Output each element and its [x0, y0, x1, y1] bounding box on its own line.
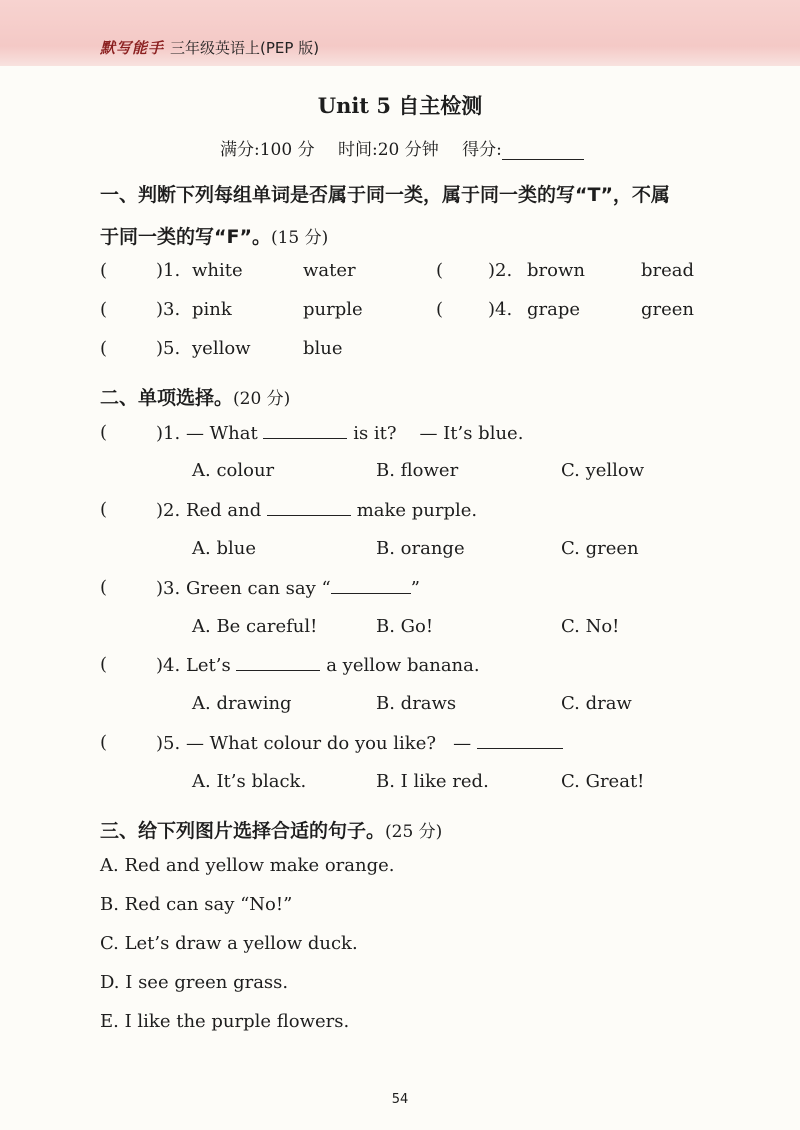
s1-q1-number: )1.: [156, 260, 181, 281]
s1-q2-word2: bread: [641, 260, 695, 281]
s2-q5-option-c[interactable]: C. Great!: [561, 771, 645, 792]
answer-paren[interactable]: (: [100, 577, 108, 598]
answer-paren[interactable]: (: [100, 422, 108, 443]
s2-q5-stem: [156, 732, 563, 754]
s1-q4-word2: green: [641, 299, 695, 320]
s2-q3-option-a[interactable]: A. Be careful!: [192, 616, 318, 637]
answer-paren[interactable]: (: [100, 299, 108, 320]
s2-q2-pre: Red and: [185, 500, 262, 521]
answer-paren[interactable]: (: [100, 654, 108, 675]
s2-q5-number: )5.: [156, 733, 181, 754]
s2-q4-blank[interactable]: [236, 654, 320, 671]
s2-q4-option-c[interactable]: C. draw: [561, 693, 632, 714]
s2-q4-post: a yellow banana.: [326, 655, 480, 676]
s2-q1-number: )1.: [156, 423, 181, 444]
header-band: [0, 0, 800, 66]
s2-q3-option-b[interactable]: B. Go!: [376, 616, 434, 637]
s2-q2-number: )2.: [156, 500, 181, 521]
s1-q2-word1: brown: [527, 260, 585, 281]
answer-paren[interactable]: (: [436, 299, 444, 320]
section1-heading-text: 于同一类的写“F”。: [100, 226, 271, 248]
book-title: 三年级英语上(PEP 版): [170, 39, 320, 57]
s2-q1-blank[interactable]: [263, 422, 347, 439]
section2-heading-text: 二、单项选择。: [100, 387, 234, 409]
s2-q1-option-c[interactable]: C. yellow: [561, 460, 645, 481]
s2-q4-number: )4.: [156, 655, 181, 676]
section3-points: (25 分): [385, 822, 443, 842]
s2-q3-blank[interactable]: [331, 577, 411, 594]
s3-sentence-b: B. Red can say “No!”: [100, 894, 293, 915]
s1-q3-number: )3.: [156, 299, 181, 320]
s1-q4-word1: grape: [527, 299, 581, 320]
full-score: 满分:100 分: [220, 140, 315, 160]
s2-q5-option-b[interactable]: B. I like red.: [376, 771, 489, 792]
section3-heading-text: 三、给下列图片选择合适的句子。: [100, 820, 386, 842]
s2-q2-option-a[interactable]: A. blue: [192, 538, 256, 559]
s1-q3-word1: pink: [192, 299, 232, 320]
s2-q3-post: ”: [410, 578, 420, 599]
s1-q4-number: )4.: [488, 299, 513, 320]
score-blank[interactable]: [502, 141, 584, 160]
s2-q4-option-b[interactable]: B. draws: [376, 693, 457, 714]
answer-paren[interactable]: (: [100, 732, 108, 753]
s3-sentence-e: E. I like the purple flowers.: [100, 1011, 350, 1032]
section2-heading: [100, 383, 290, 410]
s2-q2-post: make purple.: [356, 500, 478, 521]
s2-q2-option-c[interactable]: C. green: [561, 538, 639, 559]
section1-heading-line1: 一、判断下列每组单词是否属于同一类，属于同一类的写“T”，不属: [100, 184, 670, 206]
section1-heading-line2: [100, 222, 328, 249]
section3-heading: [100, 816, 442, 843]
s3-sentence-d: D. I see green grass.: [100, 972, 289, 993]
s2-q4-pre: Let’s: [185, 655, 231, 676]
s2-q5-blank[interactable]: [477, 732, 563, 749]
section1-points: (15 分): [270, 228, 329, 248]
s1-q5-word1: yellow: [192, 338, 251, 359]
s2-q2-blank[interactable]: [267, 499, 351, 516]
section2-points: (20 分): [233, 389, 291, 409]
s1-q1-word2: water: [303, 260, 356, 281]
header-text: [100, 37, 319, 58]
page-number: 54: [391, 1092, 409, 1107]
s2-q5-option-a[interactable]: A. It’s black.: [192, 771, 307, 792]
time-limit: 时间:20 分钟: [338, 140, 439, 160]
s1-q3-word2: purple: [303, 299, 363, 320]
s2-q3-stem: [156, 577, 420, 599]
s1-q2-number: )2.: [488, 260, 513, 281]
s2-q1-option-b[interactable]: B. flower: [376, 460, 459, 481]
s3-sentence-c: C. Let’s draw a yellow duck.: [100, 933, 358, 954]
s2-q1-stem: [156, 422, 523, 444]
s2-q2-option-b[interactable]: B. orange: [376, 538, 465, 559]
s2-q1-post: is it?: [353, 423, 397, 444]
s2-q4-option-a[interactable]: A. drawing: [192, 693, 292, 714]
answer-paren[interactable]: (: [100, 338, 108, 359]
s2-q3-pre: Green can say “: [185, 578, 331, 599]
s1-q5-number: )5.: [156, 338, 181, 359]
exam-meta: [220, 135, 602, 160]
page-title: Unit 5 自主检测: [317, 93, 483, 118]
answer-paren[interactable]: (: [100, 499, 108, 520]
s1-q5-word2: blue: [303, 338, 343, 359]
s2-q1-reply: — It’s blue.: [419, 423, 524, 444]
s2-q2-stem: [156, 499, 477, 521]
s2-q3-option-c[interactable]: C. No!: [561, 616, 620, 637]
s2-q3-number: )3.: [156, 578, 181, 599]
s2-q1-option-a[interactable]: A. colour: [192, 460, 275, 481]
answer-paren[interactable]: (: [100, 260, 108, 281]
s2-q5-pre: — What colour do you like?: [185, 733, 436, 754]
s2-q4-stem: [156, 654, 480, 676]
s2-q1-pre: — What: [185, 423, 258, 444]
answer-paren[interactable]: (: [436, 260, 444, 281]
brand-name: 默写能手: [100, 39, 165, 57]
s1-q1-word1: white: [192, 260, 243, 281]
s3-sentence-a: A. Red and yellow make orange.: [100, 855, 395, 876]
score-label: 得分:: [462, 140, 502, 160]
s2-q5-post: —: [453, 733, 472, 754]
